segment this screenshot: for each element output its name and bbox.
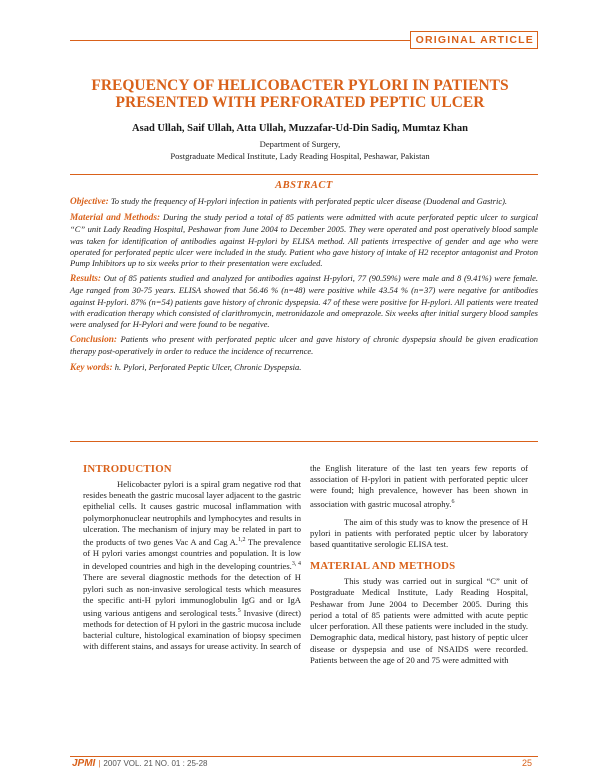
page-footer	[70, 756, 538, 771]
conclusion-text: Patients who present with perforated peptic ulcer and gave history of chronic dyspepsia should be given eradication therapy post-operatively in order to reduce the incidence of recurrence.	[70, 334, 539, 357]
department: Department of Surgery,	[259, 139, 341, 149]
intro-text-1: Helicobacter pylori is a spiral gram negative rod that resides beneath the gastric mucosal layer adjacent to the gastric epithelial cells. It causes gastric mucosal inflammation with polymorphonuclear neutrophils and lymphocytes and results in ulceration. The mechanism of injury may be related in part to the products of two genes Vac A and Cag A.	[83, 479, 301, 547]
keywords-text: h. Pylori, Perforated Peptic Ulcer, Chronic Dyspepsia.	[114, 361, 302, 372]
results-label: Results:	[70, 274, 101, 285]
institution: Postgraduate Medical Institute, Lady Reading Hospital, Peshawar, Pakistan	[170, 150, 430, 161]
volume-info: 2007 VOL. 21 NO. 01 : 25-28	[103, 759, 208, 768]
right-column	[310, 463, 528, 673]
introduction-paragraph	[83, 479, 301, 653]
keywords-label: Key words:	[70, 362, 113, 373]
left-column	[83, 463, 301, 660]
introduction-heading: INTRODUCTION	[83, 463, 172, 475]
footer-citation	[72, 758, 208, 769]
intro-text-2: The prevalence of H pylori varies amongst countries and population. It is low in developed countries and high in the developing countries.	[83, 536, 301, 572]
introduction-continued	[310, 463, 528, 510]
citation-ref: 1,2	[237, 537, 246, 544]
citation-ref: 3, 4	[291, 561, 301, 568]
article-type-label: ORIGINAL ARTICLE	[410, 31, 538, 49]
abstract-keywords	[70, 362, 538, 374]
methods-text: During the study period a total of 85 patients were admitted with acute perforated peptic ulcer to surgical “C” unit Lady Reading Hospital, Peshawar from June 2004 to December 2005. They were operated and post operatively blood sample was taken for identification of antibodies against H-pylori by ELISA method. All patients irrespective of gender and age who were operated for perforated peptic ulcer were included in the study. Patient who gave history of intake of H2 receptor antagonist and Proton Pump Inhibitors up to six weeks prior to their presentation were excluded.	[70, 212, 538, 269]
journal-name: JPMI	[72, 758, 96, 769]
page-number: 25	[521, 758, 532, 768]
objective-text: To study the frequency of H-pylori infection in patients with perforated peptic ulcer disease (Duodenal and Gastric).	[110, 196, 508, 206]
methods-heading: MATERIAL AND METHODS	[310, 560, 456, 573]
footer-separator: |	[98, 759, 101, 768]
affiliation	[60, 139, 540, 162]
methods-label: Material and Methods:	[70, 213, 161, 224]
objective-label: Objective:	[70, 197, 109, 207]
results-text: Out of 85 patients studied and analyzed for antibodies against H-pylori, 77 (90.59%) were male and 8 (9.41%) were female. Age ranged from 30-75 years. ELISA showed that 56.46 % (n=48) were positive while 43.54 % (n=37) were negative for antibodies against H-pylori. 87% (n=54) patients gave history of chronic dyspepsia. 47 of these were positive for H-pylori. All patients were treated with eradication therapy which consisted of clarithromycin, metronidazole and omeprazole. Six weeks after initial surgery blood samples were analysed for H-Pylori and were found to be negative.	[70, 273, 539, 330]
citation-ref: 6	[451, 498, 455, 505]
study-aim-paragraph: The aim of this study was to know the presence of H pylori in patients with perforated peptic ulcer by laboratory based quantitative serologic ELISA test.	[310, 516, 528, 550]
abstract-conclusion	[70, 334, 538, 357]
intro-text-4: Invasive (direct) methods for detection of H pylori in the gastric mucosa include bacterial culture, histological examination of biopsy specimen with different stains, and assays for urease activity. In search of	[83, 607, 302, 652]
conclusion-label: Conclusion:	[70, 335, 118, 346]
abstract-section	[70, 174, 538, 442]
methods-paragraph: This study was carried out in surgical “C” unit of Postgraduate Medical Institute, Lady Reading Hospital, Peshawar from June 2004 to December 2005. During this period a total of 85 patients were admitted with acute peptic ulcer perforation. All these patients were included in the study. Demographic data, medical history, past history of peptic ulcer disease or dyspepsia and use of NSAIDS were recorded. Patients between the age of 20 and 75 were admitted with	[310, 576, 528, 665]
author-list: Asad Ullah, Saif Ullah, Atta Ullah, Muzzafar-Ud-Din Sadiq, Mumtaz Khan	[132, 123, 468, 134]
intro-text-3: There are several diagnostic methods for the detection of H pylori such as non-invasive serological tests which measures the specific anti-H pylori immunoglobulin IgG and or IgA using various antigens and serological tests.	[83, 572, 301, 618]
abstract-objective	[70, 196, 538, 208]
abstract-heading: ABSTRACT	[275, 180, 333, 191]
intro-text-5: the English literature of the last ten years few reports of association of H-pylori in patient with perforated peptic ulcer were found; high prevalence, however has been shown in association with gastric mucosal atrophy.	[310, 463, 528, 509]
abstract-results	[70, 273, 538, 330]
citation-ref: 5	[237, 607, 241, 614]
article-title: FREQUENCY OF HELICOBACTER PYLORI IN PATIENTS PRESENTED WITH PERFORATED PEPTIC ULCER	[91, 77, 509, 111]
abstract-methods	[70, 212, 538, 269]
